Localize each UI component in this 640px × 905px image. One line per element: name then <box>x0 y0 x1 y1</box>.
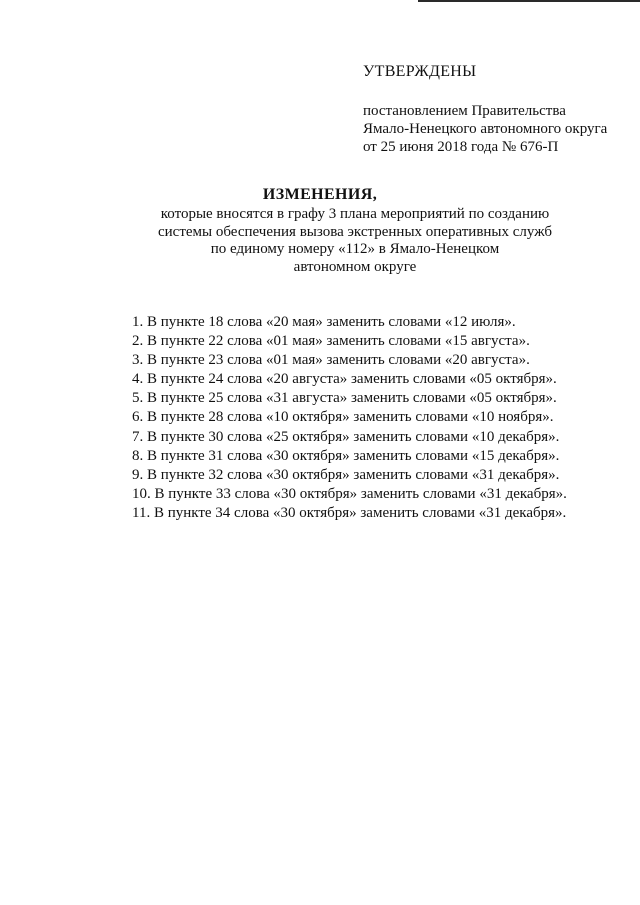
approval-block <box>363 102 607 156</box>
approval-title: УТВЕРЖДЕНЫ <box>363 63 477 80</box>
change-item: 1. В пункте 18 слова «20 мая» заменить словами «12 июля». <box>132 314 516 330</box>
approval-line: от 25 июня 2018 года № 676-П <box>363 139 559 155</box>
change-item: 11. В пункте 34 слова «30 октября» заменить словами «31 декабря». <box>132 504 567 521</box>
change-item: 4. В пункте 24 слова «20 августа» заменить словами «05 октября». <box>132 371 557 388</box>
change-item: 8. В пункте 31 слова «30 октября» заменить словами «15 декабря». <box>132 447 560 464</box>
approval-line: Ямало-Ненецкого автономного округа <box>363 121 608 137</box>
subtitle-line: по единому номеру «112» в Ямало-Ненецком <box>210 241 500 257</box>
subtitle-line: которые вносятся в графу 3 плана мероприятий по созданию <box>160 206 550 222</box>
subtitle-line: автономном округе <box>293 258 417 275</box>
change-item: 10. В пункте 33 слова «30 октября» заменить словами «31 декабря». <box>132 485 567 502</box>
document-subtitle <box>0 206 640 276</box>
document-heading: ИЗМЕНЕНИЯ, <box>262 186 378 203</box>
subtitle-line: системы обеспечения вызова экстренных оперативных служб <box>157 223 552 240</box>
approval-line: постановлением Правительства <box>363 103 566 119</box>
change-item: 6. В пункте 28 слова «10 октября» заменить словами «10 ноября». <box>132 409 554 426</box>
change-item: 5. В пункте 25 слова «31 августа» заменить словами «05 октября». <box>132 390 557 407</box>
change-item: 7. В пункте 30 слова «25 октября» заменить словами «10 декабря». <box>132 428 560 445</box>
scan-edge-line <box>418 0 640 2</box>
changes-list <box>132 313 567 523</box>
change-item: 3. В пункте 23 слова «01 мая» заменить словами «20 августа». <box>132 352 530 369</box>
change-item: 9. В пункте 32 слова «30 октября» заменить словами «31 декабря». <box>132 466 560 483</box>
change-item: 2. В пункте 22 слова «01 мая» заменить словами «15 августа». <box>132 333 530 350</box>
